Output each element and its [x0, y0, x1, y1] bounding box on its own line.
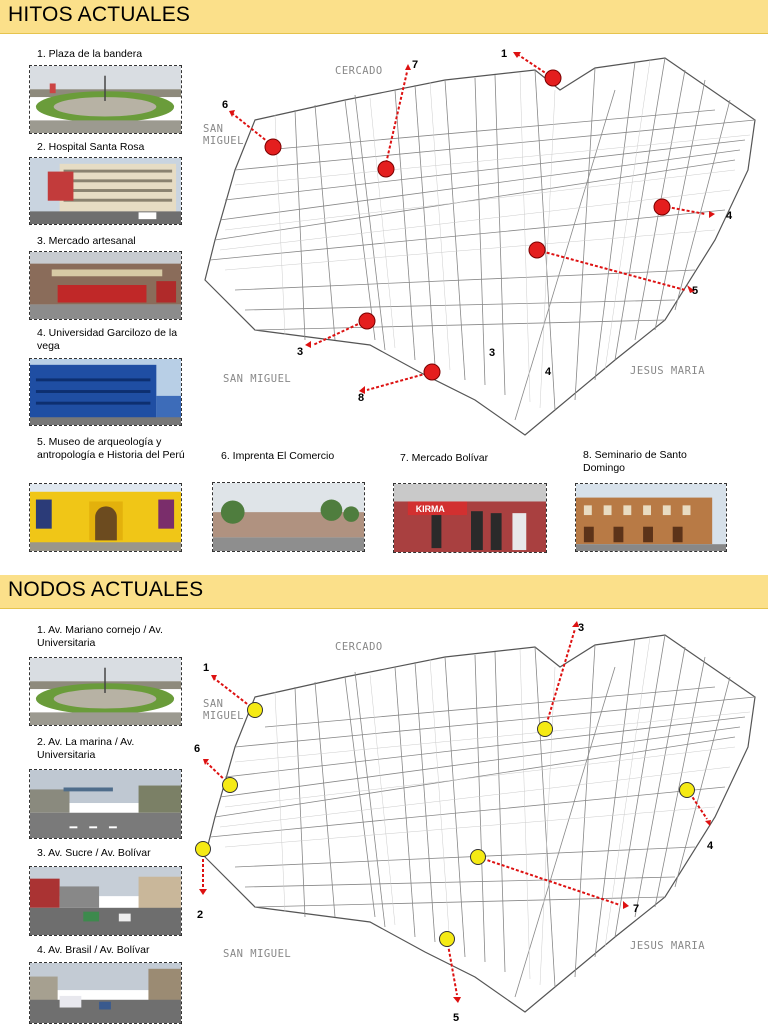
kirma-sign-text: KIRMA	[415, 504, 445, 515]
hitos-title: HITOS ACTUALES	[8, 3, 191, 26]
photo-hospital	[29, 157, 182, 225]
nodo-marker-1	[248, 703, 263, 718]
hitos-map	[195, 40, 768, 440]
label-jesus-maria: JESUS MARIA	[630, 365, 706, 377]
hito-marker-6	[265, 139, 281, 155]
nodo-num-5: 5	[453, 1012, 460, 1024]
nodo-num-6: 6	[194, 743, 201, 755]
hito-caption-7: 7. Mercado Bolívar	[400, 452, 489, 464]
hito-caption-5: 5. Museo de arqueología y antropología e Historia del Perú	[37, 436, 185, 461]
nodo-label-san-miguel: SAN MIGUEL	[223, 948, 292, 960]
nodo-num-3: 3	[578, 622, 585, 634]
nodo-marker-5	[440, 932, 455, 947]
nodo-label-cercado: CERCADO	[335, 641, 383, 653]
nodo-marker-6	[223, 778, 238, 793]
nodo-marker-3	[538, 722, 553, 737]
photo-imprenta	[212, 482, 365, 552]
hito-caption-2: 2. Hospital Santa Rosa	[37, 141, 145, 153]
hito-inline-3: 3	[489, 347, 496, 359]
hito-caption-4: 4. Universidad Garcilozo de la vega	[37, 327, 178, 352]
nodo-marker-4	[680, 783, 695, 798]
nodo-caption-1: 1. Av. Mariano cornejo / Av. Universitaria	[37, 624, 163, 649]
photo-nodo-1	[29, 657, 182, 726]
hito-marker-7	[378, 161, 394, 177]
photo-nodo-4	[29, 962, 182, 1024]
hito-num-6: 6	[222, 99, 229, 111]
hitos-header	[0, 0, 768, 34]
nodo-caption-2: 2. Av. La marina / Av. Universitaria	[37, 736, 135, 761]
photo-mercado-bolivar	[393, 483, 547, 553]
hito-caption-8: 8. Seminario de Santo Domingo	[583, 449, 687, 474]
nodos-header	[0, 575, 768, 609]
photo-mercado-artesanal	[29, 251, 182, 320]
nodos-title: NODOS ACTUALES	[8, 578, 204, 601]
label-cercado: CERCADO	[335, 65, 383, 77]
hito-num-3: 3	[297, 346, 304, 358]
nodo-num-7: 7	[633, 903, 640, 915]
hito-marker-4	[654, 199, 670, 215]
photo-nodo-3	[29, 866, 182, 936]
hito-num-5: 5	[692, 285, 699, 297]
photo-museo	[29, 483, 182, 552]
nodos-map	[195, 617, 768, 1024]
nodo-marker-7	[471, 850, 486, 865]
nodo-caption-4: 4. Av. Brasil / Av. Bolívar	[37, 944, 150, 956]
hito-marker-8	[424, 364, 440, 380]
nodo-marker-2	[196, 842, 211, 857]
nodo-caption-3: 3. Av. Sucre / Av. Bolívar	[37, 847, 151, 859]
hito-num-1: 1	[501, 48, 508, 60]
photo-universidad	[29, 358, 182, 426]
hito-marker-1	[545, 70, 561, 86]
photo-nodo-2	[29, 769, 182, 839]
photo-seminario	[575, 483, 727, 552]
hito-num-4: 4	[726, 210, 733, 222]
photo-plaza-bandera	[29, 65, 182, 134]
label-san-miguel-top	[203, 123, 244, 147]
hito-caption-6: 6. Imprenta El Comercio	[221, 450, 335, 462]
nodo-num-1: 1	[203, 662, 210, 674]
nodo-num-2: 2	[197, 909, 204, 921]
hito-num-8: 8	[358, 392, 365, 404]
hito-caption-3: 3. Mercado artesanal	[37, 235, 136, 247]
hito-marker-5	[529, 242, 545, 258]
nodo-num-4: 4	[707, 840, 714, 852]
nodo-label-san-miguel-top: SAN MIGUEL	[203, 698, 244, 722]
hito-caption-1: 1. Plaza de la bandera	[37, 48, 143, 60]
label-san-miguel: SAN MIGUEL	[223, 373, 292, 385]
hito-marker-3	[359, 313, 375, 329]
san-text: SAN	[203, 123, 224, 135]
hito-inline-4: 4	[545, 366, 552, 378]
nodo-label-jesus-maria: JESUS MARIA	[630, 940, 706, 952]
hito-num-7: 7	[412, 59, 419, 71]
miguel-text: MIGUEL	[203, 135, 244, 147]
